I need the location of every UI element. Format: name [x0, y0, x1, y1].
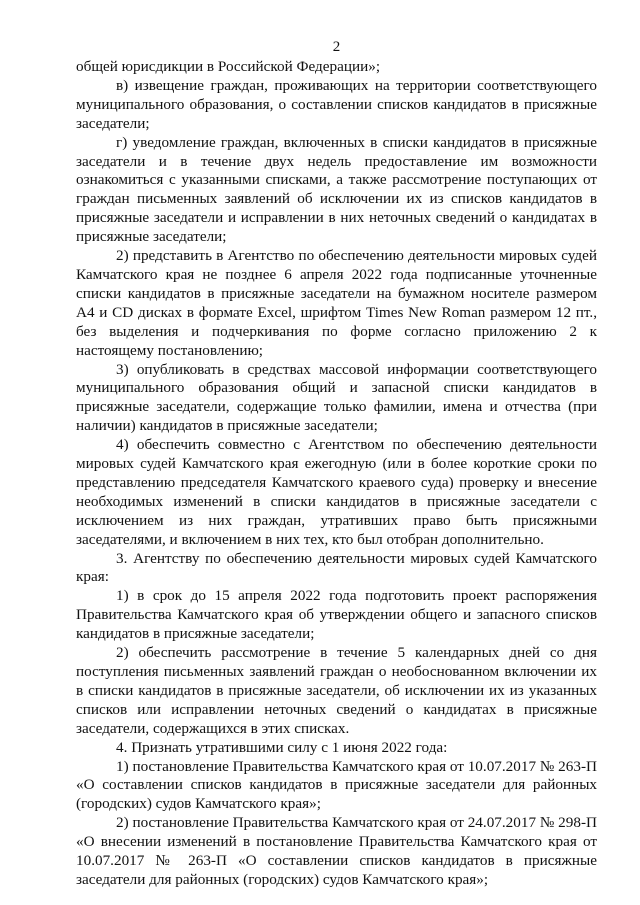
paragraph: 3. Агентству по обеспечению деятельности мировых судей Камчатского края: — [76, 549, 597, 586]
paragraph: в) извещение граждан, проживающих на территории соответствующего муниципального образования, о составлении списков кандидатов в присяжные заседатели; — [76, 76, 597, 132]
paragraph: 1) постановление Правительства Камчатского края от 10.07.2017 № 263-П «О составлении списков кандидатов в присяжные заседатели для районных (городских) судов Камчатского края»; — [76, 757, 597, 813]
paragraph: общей юрисдикции в Российской Федерации»; — [76, 58, 381, 75]
paragraph: г) уведомление граждан, включенных в списки кандидатов в присяжные заседатели и в течение двух недель предоставление им возможности ознакомиться с указанными списками, а также рассмотрение поступающих от граждан письменных заявлений об исключении их из списков кандидатов в присяжные заседатели и исправлении в них неточных сведений о кандидатах в присяжные заседатели; — [76, 133, 597, 246]
document-page — [76, 38, 597, 890]
paragraph: 4. Признать утратившими силу с 1 июня 2022 года: — [116, 738, 448, 756]
paragraph: 2) представить в Агентство по обеспечению деятельности мировых судей Камчатского края не позднее 6 апреля 2022 года подписанные уточненные списки кандидатов в присяжные заседатели на бумажном носителе размером А4 и CD дисках в формате Excel, шрифтом Times New Roman размером 12 пт., без выделения и подчеркивания по форме согласно приложению 2 к настоящему постановлению; — [76, 247, 597, 359]
paragraph: 2) постановление Правительства Камчатского края от 24.07.2017 № 298-П «О внесении изменений в постановление Правительства Камчатского края от 10.07.2017 № 263-П «О составлении списков кандидатов в присяжные заседатели для районных (городских) судов Камчатского края»; — [76, 814, 597, 888]
document-body — [76, 58, 597, 890]
paragraph: 1) в срок до 15 апреля 2022 года подготовить проект распоряжения Правительства Камчатского края об утверждении общего и запасного списков кандидатов в присяжные заседатели; — [76, 587, 597, 643]
paragraph: 4) обеспечить совместно с Агентством по обеспечению деятельности мировых судей Камчатского края ежегодную (или в более короткие сроки по представлению председателя Камчатского краевого суда) проверку и внесение необходимых изменений в списки кандидатов в присяжные заседатели с исключением из них граждан, утративших право быть присяжными заседателями, и включением в них тех, кто был отобран дополнительно. — [76, 436, 597, 548]
page-number: 2 — [332, 39, 341, 55]
paragraph: 2) обеспечить рассмотрение в течение 5 календарных дней со дня поступления письменных заявлений граждан о необоснованном включении их в списки кандидатов в присяжные заседатели, об исключении их из указанных списков или исправлении неточных сведений о кандидатах в присяжные заседатели, содержащихся в этих списках. — [76, 644, 597, 737]
paragraph: 3) опубликовать в средствах массовой информации соответствующего муниципального образования общий и запасной списки кандидатов в присяжные заседатели, содержащие только фамилии, имена и отчества (при наличии) кандидатов в присяжные заседатели; — [76, 360, 597, 435]
